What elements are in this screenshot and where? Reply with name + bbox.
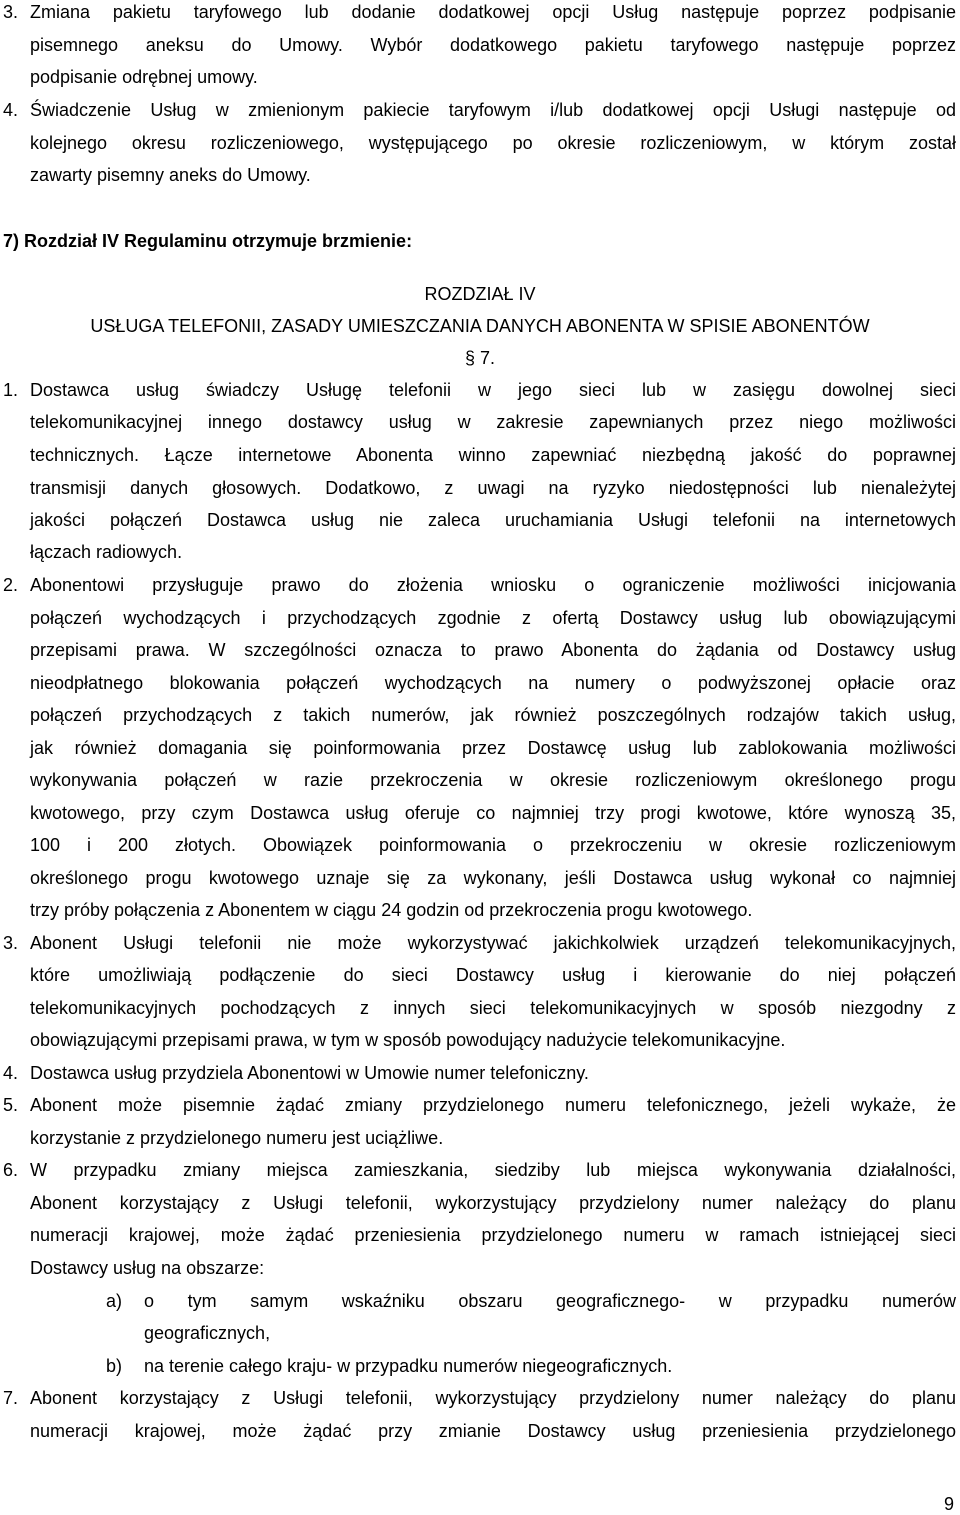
- paragraph-line: wykonywania połączeń w razie przekroczenia w okresie rozliczeniowym określonego progu: [30, 770, 956, 790]
- paragraph-line: pisemnego aneksu do Umowy. Wybór dodatkowego pakietu taryfowego następuje poprzez: [30, 35, 956, 55]
- paragraph-line: jakości połączeń Dostawca usług nie zaleca uruchamiania Usługi telefonii na internetowych: [30, 510, 956, 530]
- amendment-heading: 7) Rozdział IV Regulaminu otrzymuje brzmienie:: [3, 231, 413, 251]
- paragraph-line: Abonent Usługi telefonii nie może wykorzystywać jakichkolwiek urządzeń telekomunikacyjnych,: [30, 933, 956, 953]
- paragraph-line: transmisji danych głosowych. Dodatkowo, z uwagi na ryzyko niedostępności lub nienależytej: [30, 478, 956, 498]
- paragraph-line: technicznych. Łącze internetowe Abonenta winno zapewniać niezbędną jakość do poprawnej: [30, 445, 956, 465]
- paragraph-line: 100 i 200 złotych. Obowiązek poinformowania o przekroczeniu w okresie rozliczeniowym: [30, 835, 956, 855]
- paragraph-line: geograficznych,: [144, 1323, 271, 1343]
- paragraph-line: kwotowego, przy czym Dostawca usług oferuje co najmniej trzy progi kwotowe, które wynoszą 35,: [30, 803, 956, 823]
- paragraph-line: które umożliwiają podłączenie do sieci Dostawcy usług i kierowanie do niej połączeń: [30, 965, 956, 985]
- paragraph-line: łączach radiowych.: [30, 542, 183, 562]
- item-number: 6.: [3, 1160, 19, 1180]
- item-number: 3.: [3, 933, 19, 953]
- paragraph-line: jak również domagania się poinformowania przez Dostawcę usług lub zablokowania możliwości: [30, 738, 956, 758]
- chapter-subtitle: USŁUGA TELEFONII, ZASADY UMIESZCZANIA DANYCH ABONENTA W SPISIE ABONENTÓW: [90, 316, 870, 336]
- paragraph-line: trzy próby połączenia z Abonentem w ciągu 24 godzin od przekroczenia progu kwotowego.: [30, 900, 753, 920]
- paragraph-line: Dostawcy usług na obszarze:: [30, 1258, 265, 1278]
- paragraph-line: na terenie całego kraju- w przypadku numerów niegeograficznych.: [144, 1356, 673, 1376]
- paragraph-line: telekomunikacyjnych pochodzących z innych sieci telekomunikacyjnych w sposób niezgodny z: [30, 998, 956, 1018]
- item-number: 4.: [3, 100, 19, 120]
- paragraph-line: Dostawca usług świadczy Usługę telefonii w jego sieci lub w zasięgu dowolnej sieci: [30, 380, 956, 400]
- item-number: 3.: [3, 2, 19, 22]
- paragraph-line: połączeń wychodzących i przychodzących zgodnie z ofertą Dostawcy usług lub obowiązującymi: [30, 608, 956, 628]
- sub-item-letter: b): [106, 1356, 123, 1376]
- paragraph-line: W przypadku zmiany miejsca zamieszkania, siedziby lub miejsca wykonywania działalności,: [30, 1160, 956, 1180]
- paragraph-line: Świadczenie Usług w zmienionym pakiecie taryfowym i/lub dodatkowej opcji Usługi następuje od: [30, 100, 956, 120]
- item-number: 4.: [3, 1063, 19, 1083]
- item-number: 2.: [3, 575, 19, 595]
- paragraph-line: obowiązującymi przepisami prawa, w tym w sposób powodujący nadużycie telekomunikacyjne.: [30, 1030, 786, 1050]
- paragraph-line: numeracji krajowej, może żądać przeniesienia przydzielonego numeru w ramach istniejącej sieci: [30, 1225, 956, 1245]
- paragraph-line: Abonent może pisemnie żądać zmiany przydzielonego numeru telefonicznego, jeżeli wykaże, że: [30, 1095, 956, 1115]
- page-number: 9: [943, 1494, 954, 1514]
- paragraph-line: podpisanie odrębnej umowy.: [30, 67, 258, 87]
- paragraph-line: numeracji krajowej, może żądać przy zmianie Dostawcy usług przeniesienia przydzielonego: [30, 1421, 956, 1441]
- paragraph-line: przepisami prawa. W szczególności oznacza to prawo Abonenta do żądania od Dostawcy usług: [30, 640, 956, 660]
- paragraph-line: telekomunikacyjnej innego dostawcy usług w zakresie zapewnianych przez niego możliwości: [30, 412, 956, 432]
- paragraph-line: zawarty pisemny aneks do Umowy.: [30, 165, 311, 185]
- paragraph-line: Abonent korzystający z Usługi telefonii, wykorzystujący przydzielony numer należący do planu: [30, 1193, 956, 1213]
- item-number: 7.: [3, 1388, 19, 1408]
- section-icon: §: [464, 348, 475, 368]
- paragraph-line: nieodpłatnego blokowania połączeń wychodzących na numery o podwyższonej opłacie oraz: [30, 673, 956, 693]
- item-number: 1.: [3, 380, 19, 400]
- paragraph-line: Zmiana pakietu taryfowego lub dodanie dodatkowej opcji Usług następuje poprzez podpisanie: [30, 2, 956, 22]
- paragraph-line: Abonent korzystający z Usługi telefonii, wykorzystujący przydzielony numer należący do planu: [30, 1388, 956, 1408]
- chapter-title: ROZDZIAŁ IV: [424, 284, 536, 304]
- paragraph-line: korzystanie z przydzielonego numeru jest uciążliwe.: [30, 1128, 444, 1148]
- section-number: 7.: [480, 348, 496, 368]
- sub-item-letter: a): [106, 1291, 123, 1311]
- paragraph-line: połączeń przychodzących z takich numerów, jak również poszczególnych rodzajów takich usług,: [30, 705, 956, 725]
- paragraph-line: Abonentowi przysługuje prawo do złożenia wniosku o ograniczenie możliwości inicjowania: [30, 575, 956, 595]
- item-number: 5.: [3, 1095, 19, 1115]
- paragraph-line: Dostawca usług przydziela Abonentowi w Umowie numer telefoniczny.: [30, 1063, 589, 1083]
- paragraph-line: o tym samym wskaźniku obszaru geograficznego- w przypadku numerów: [144, 1291, 956, 1311]
- paragraph-line: kolejnego okresu rozliczeniowego, występującego po okresie rozliczeniowym, w którym został: [30, 133, 956, 153]
- section-symbol: [0, 346, 960, 370]
- paragraph-line: określonego progu kwotowego uznaje się za wykonany, jeśli Dostawca usług wykonał co najmniej: [30, 868, 956, 888]
